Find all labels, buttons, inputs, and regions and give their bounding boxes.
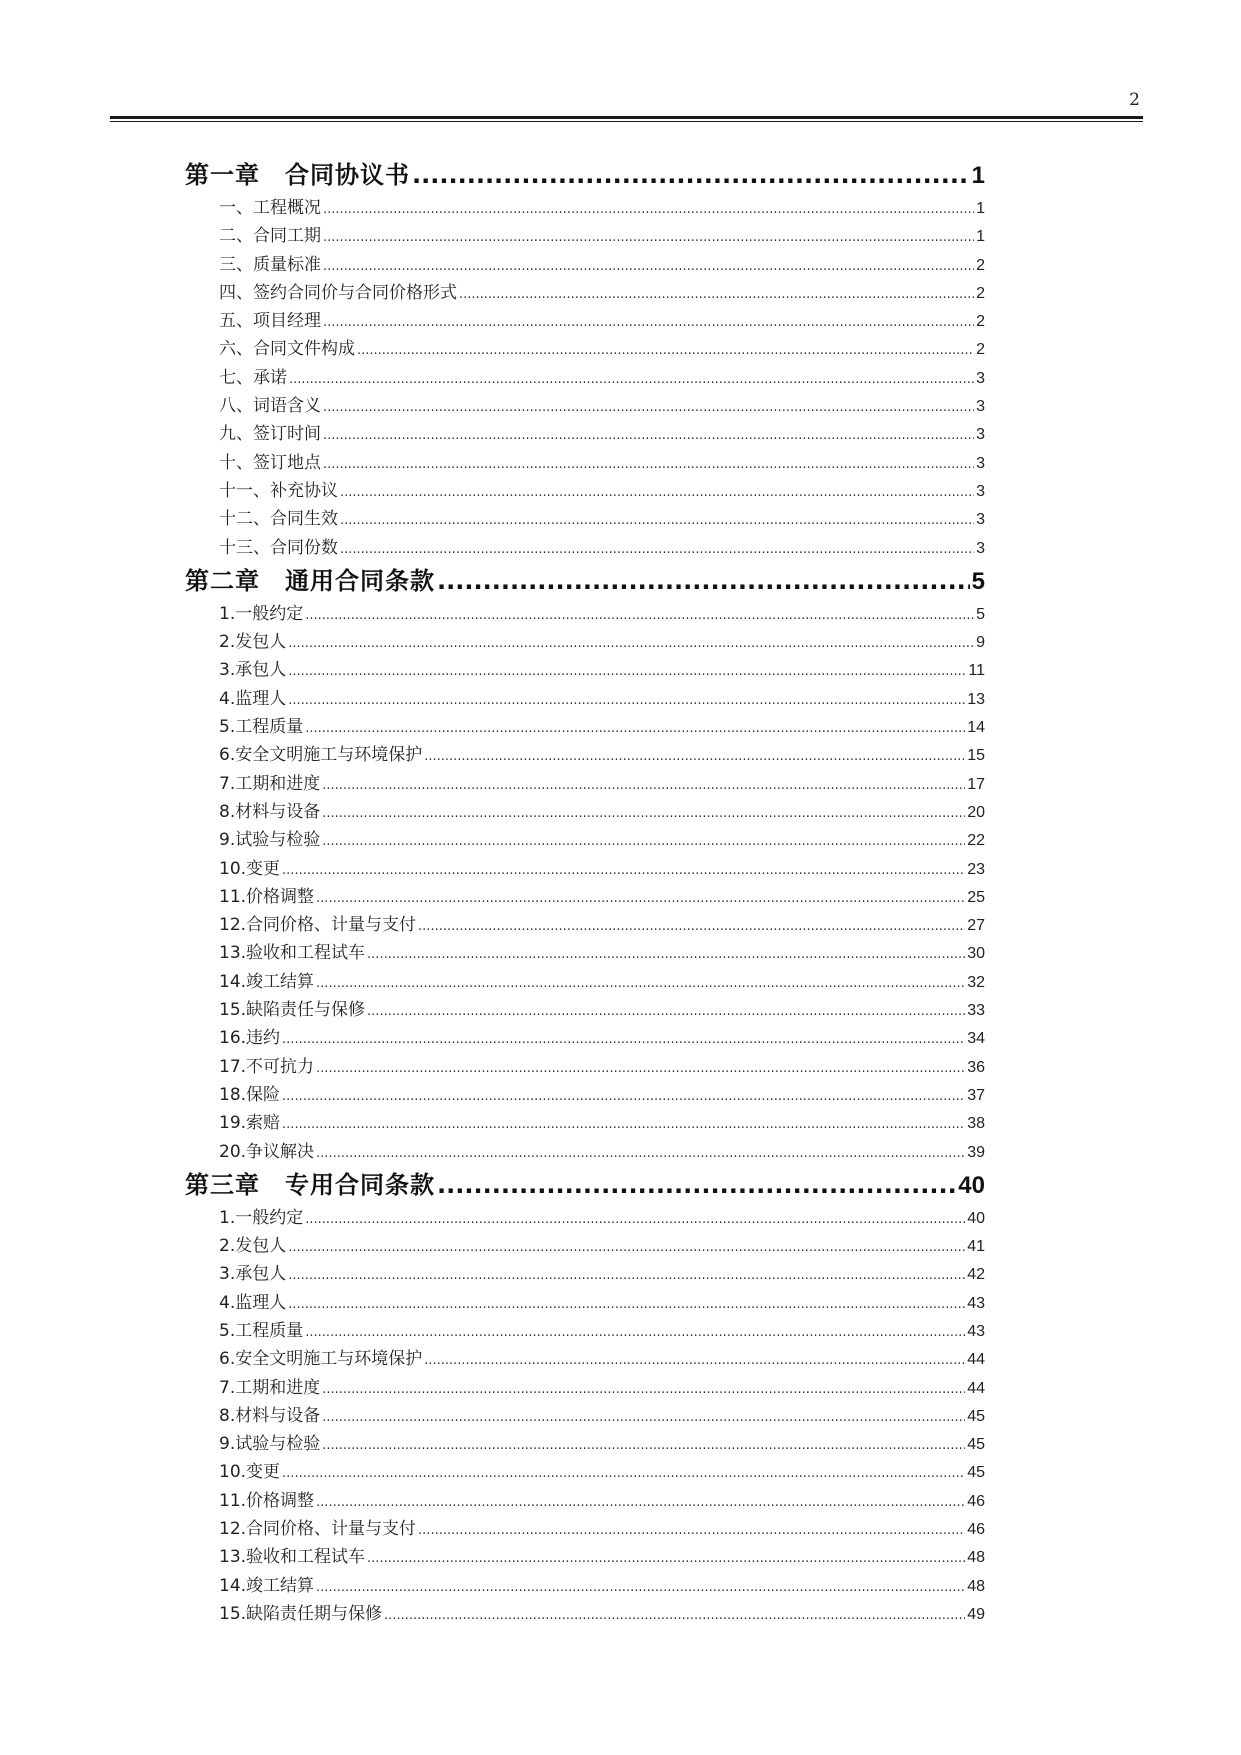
toc-leader-dots xyxy=(316,1055,965,1083)
toc-item-entry[interactable] xyxy=(185,1053,985,1081)
toc-item-page: 3 xyxy=(976,539,985,557)
toc-leader-dots xyxy=(340,536,974,564)
toc-item-entry[interactable] xyxy=(185,1600,985,1628)
toc-item-title: 5.工程质量 xyxy=(219,1320,304,1341)
toc-item-entry[interactable] xyxy=(185,628,985,656)
toc-item-page: 27 xyxy=(967,917,985,935)
toc-item-page: 3 xyxy=(976,511,985,529)
toc-item-page: 30 xyxy=(967,945,985,963)
toc-chapter-page: 1 xyxy=(971,162,985,189)
toc-leader-dots xyxy=(288,1291,965,1319)
toc-item-entry[interactable] xyxy=(185,600,985,628)
toc-item-page: 34 xyxy=(967,1030,985,1048)
toc-leader-dots xyxy=(323,394,974,422)
toc-chapter-title: 第二章 通用合同条款 xyxy=(185,566,435,595)
toc-chapter-entry[interactable] xyxy=(185,156,985,194)
toc-item-page: 39 xyxy=(967,1143,985,1161)
toc-leader-dots xyxy=(316,1574,965,1602)
toc-item-entry[interactable] xyxy=(185,251,985,279)
toc-item-entry[interactable] xyxy=(185,1232,985,1260)
toc-leader-dots xyxy=(323,196,974,224)
toc-item-page: 33 xyxy=(967,1002,985,1020)
toc-leader-dots xyxy=(340,479,974,507)
toc-item-entry[interactable] xyxy=(185,1543,985,1571)
toc-leader-dots xyxy=(459,281,974,309)
toc-item-title: 3.承包人 xyxy=(219,1264,287,1285)
toc-item-title: 1.一般约定 xyxy=(219,1207,304,1228)
toc-leader-dots xyxy=(322,828,965,856)
toc-item-entry[interactable] xyxy=(185,307,985,335)
toc-item-title: 5.工程质量 xyxy=(219,717,304,738)
toc-item-page: 45 xyxy=(967,1464,985,1482)
page-number: 2 xyxy=(1129,90,1140,110)
toc-leader-dots xyxy=(323,224,974,252)
toc-chapter-entry[interactable] xyxy=(185,562,985,600)
toc-item-page: 41 xyxy=(967,1238,985,1256)
toc-item-page: 43 xyxy=(967,1322,985,1340)
toc-item-title: 十一、补充协议 xyxy=(219,480,338,501)
toc-item-entry[interactable] xyxy=(185,1487,985,1515)
toc-item-page: 44 xyxy=(967,1379,985,1397)
toc-item-title: 15.缺陷责任期与保修 xyxy=(219,1603,383,1624)
toc-item-page: 45 xyxy=(967,1407,985,1425)
toc-item-entry[interactable] xyxy=(185,420,985,448)
toc-item-entry[interactable] xyxy=(185,1024,985,1052)
toc-item-title: 16.违约 xyxy=(219,1028,281,1049)
toc-leader-dots xyxy=(367,941,965,969)
toc-leader-dots xyxy=(282,1111,965,1139)
toc-item-entry[interactable] xyxy=(185,1081,985,1109)
toc-item-title: 14.竣工结算 xyxy=(219,971,315,992)
toc-item-entry[interactable] xyxy=(185,1138,985,1166)
toc-item-title: 十二、合同生效 xyxy=(219,509,338,530)
toc-item-title: 13.验收和工程试车 xyxy=(219,943,366,964)
toc-leader-dots xyxy=(305,602,974,630)
toc-leader-dots xyxy=(288,687,965,715)
toc-chapter-page: 40 xyxy=(958,1171,985,1199)
toc-item-page: 3 xyxy=(976,369,985,387)
toc-item-title: 11.价格调整 xyxy=(219,886,315,907)
toc-item-page: 3 xyxy=(976,398,985,416)
toc-item-title: 1.一般约定 xyxy=(219,603,304,624)
toc-item-page: 1 xyxy=(976,200,985,217)
toc-item-page: 44 xyxy=(967,1351,985,1369)
toc-leader-dots xyxy=(305,1319,965,1347)
toc-leader-dots xyxy=(288,1262,965,1290)
toc-item-title: 18.保险 xyxy=(219,1084,281,1105)
toc-item-title: 17.不可抗力 xyxy=(219,1056,315,1077)
toc-item-entry[interactable] xyxy=(185,911,985,939)
toc-item-entry[interactable] xyxy=(185,685,985,713)
toc-leader-dots xyxy=(316,885,965,913)
toc-leader-dots xyxy=(322,800,965,828)
toc-item-entry[interactable] xyxy=(185,335,985,363)
toc-item-entry[interactable] xyxy=(185,505,985,533)
toc-item-entry[interactable] xyxy=(185,855,985,883)
toc-leader-dots xyxy=(316,1140,965,1168)
toc-item-title: 7.工期和进度 xyxy=(219,773,321,794)
toc-item-page: 9 xyxy=(976,634,985,652)
toc-item-title: 11.价格调整 xyxy=(219,1490,315,1511)
toc-chapter-title: 第一章 合同协议书 xyxy=(185,161,410,189)
toc-item-page: 14 xyxy=(967,719,985,737)
toc-item-entry[interactable] xyxy=(185,1317,985,1345)
toc-item-page: 2 xyxy=(976,256,985,274)
toc-item-page: 42 xyxy=(967,1266,985,1284)
toc-item-entry[interactable] xyxy=(185,1402,985,1430)
toc-item-page: 3 xyxy=(976,454,985,472)
toc-item-entry[interactable] xyxy=(185,392,985,420)
toc-item-title: 9.试验与检验 xyxy=(219,1434,321,1455)
toc-item-entry[interactable] xyxy=(185,222,985,250)
toc-leader-dots xyxy=(323,422,974,450)
toc-item-page: 36 xyxy=(967,1058,985,1076)
toc-item-title: 20.争议解决 xyxy=(219,1141,315,1162)
toc-item-page: 40 xyxy=(967,1209,985,1227)
toc-leader-dots xyxy=(305,715,965,743)
toc-item-page: 45 xyxy=(967,1436,985,1454)
toc-leader-dots xyxy=(437,1166,956,1204)
toc-item-entry[interactable] xyxy=(185,713,985,741)
toc-leader-dots xyxy=(282,1460,965,1488)
toc-item-page: 46 xyxy=(967,1492,985,1510)
toc-leader-dots xyxy=(282,1026,965,1054)
toc-leader-dots xyxy=(305,1206,965,1234)
toc-chapter-entry[interactable] xyxy=(185,1166,985,1204)
toc-item-page: 48 xyxy=(967,1577,985,1595)
toc-leader-dots xyxy=(316,970,965,998)
header-rule-thin xyxy=(110,121,1143,122)
toc-item-page: 32 xyxy=(967,973,985,991)
toc-item-title: 4.监理人 xyxy=(219,1292,287,1313)
toc-item-title: 19.索赔 xyxy=(219,1113,281,1134)
toc-item-entry[interactable] xyxy=(185,741,985,769)
toc-item-title: 七、承诺 xyxy=(219,367,287,388)
toc-item-entry[interactable] xyxy=(185,996,985,1024)
toc-leader-dots xyxy=(282,857,965,885)
toc-leader-dots xyxy=(357,337,974,365)
toc-item-entry[interactable] xyxy=(185,1109,985,1137)
toc-item-entry[interactable] xyxy=(185,1572,985,1600)
toc-item-page: 5 xyxy=(976,605,985,623)
toc-item-page: 22 xyxy=(967,832,985,850)
toc-item-entry[interactable] xyxy=(185,534,985,562)
toc-item-entry[interactable] xyxy=(185,1374,985,1402)
toc-item-title: 一、工程概况 xyxy=(219,198,321,218)
toc-item-entry[interactable] xyxy=(185,798,985,826)
toc-leader-dots xyxy=(424,1347,965,1375)
toc-item-page: 43 xyxy=(967,1294,985,1312)
toc-item-page: 17 xyxy=(967,775,985,793)
toc-item-page: 15 xyxy=(967,747,985,765)
toc-item-entry[interactable] xyxy=(185,1204,985,1232)
toc-leader-dots xyxy=(384,1602,965,1630)
toc-item-title: 2.发包人 xyxy=(219,1236,287,1257)
toc-item-title: 四、签约合同价与合同价格形式 xyxy=(219,282,457,303)
toc-item-entry[interactable] xyxy=(185,968,985,996)
toc-item-entry[interactable] xyxy=(185,826,985,854)
toc-item-title: 二、合同工期 xyxy=(219,226,321,247)
toc-item-entry[interactable] xyxy=(185,883,985,911)
toc-item-page: 2 xyxy=(976,284,985,302)
toc-item-title: 3.承包人 xyxy=(219,660,287,681)
toc-item-title: 10.变更 xyxy=(219,1462,281,1483)
toc-item-title: 十、签订地点 xyxy=(219,452,321,473)
toc-item-entry[interactable] xyxy=(185,1345,985,1373)
toc-item-title: 12.合同价格、计量与支付 xyxy=(219,915,417,936)
toc-item-entry[interactable] xyxy=(185,939,985,967)
toc-item-title: 五、项目经理 xyxy=(219,311,321,332)
toc-item-page: 25 xyxy=(967,888,985,906)
toc-item-title: 6.安全文明施工与环境保护 xyxy=(219,1349,423,1370)
toc-item-title: 九、签订时间 xyxy=(219,424,321,445)
toc-leader-dots xyxy=(424,743,965,771)
toc-leader-dots xyxy=(322,1432,965,1460)
toc-item-page: 38 xyxy=(967,1115,985,1133)
toc-item-title: 八、词语含义 xyxy=(219,396,321,417)
toc-leader-dots xyxy=(322,1376,965,1404)
toc-item-title: 十三、合同份数 xyxy=(219,537,338,558)
toc-leader-dots xyxy=(437,562,970,600)
toc-leader-dots xyxy=(288,630,974,658)
toc-item-title: 4.监理人 xyxy=(219,688,287,709)
toc-item-entry[interactable] xyxy=(185,770,985,798)
toc-leader-dots xyxy=(418,913,965,941)
toc-leader-dots xyxy=(367,998,965,1026)
toc-item-page: 1 xyxy=(976,228,985,246)
toc-leader-dots xyxy=(323,309,974,337)
toc-leader-dots xyxy=(282,1083,965,1111)
toc-item-page: 20 xyxy=(967,803,985,821)
toc-item-entry[interactable] xyxy=(185,279,985,307)
toc-leader-dots xyxy=(367,1545,965,1573)
toc-item-entry[interactable] xyxy=(185,1515,985,1543)
header-rule xyxy=(110,116,1143,119)
toc-item-entry[interactable] xyxy=(185,194,985,222)
toc-item-page: 3 xyxy=(976,482,985,500)
toc-item-entry[interactable] xyxy=(185,477,985,505)
toc-item-page: 11 xyxy=(968,662,985,680)
toc-leader-dots xyxy=(412,156,970,194)
toc-leader-dots xyxy=(288,658,966,686)
toc-item-page: 13 xyxy=(967,690,985,708)
toc-item-page: 3 xyxy=(976,426,985,444)
toc-leader-dots xyxy=(289,366,974,394)
toc-item-page: 23 xyxy=(967,860,985,878)
toc-item-page: 49 xyxy=(967,1605,985,1623)
toc-leader-dots xyxy=(288,1234,965,1262)
toc-item-title: 12.合同价格、计量与支付 xyxy=(219,1519,417,1540)
toc-item-entry[interactable] xyxy=(185,1430,985,1458)
toc-item-title: 2.发包人 xyxy=(219,632,287,653)
toc-item-title: 三、质量标准 xyxy=(219,254,321,275)
toc-leader-dots xyxy=(316,1489,965,1517)
toc-item-title: 8.材料与设备 xyxy=(219,1405,321,1426)
toc-item-entry[interactable] xyxy=(185,1289,985,1317)
toc-leader-dots xyxy=(322,772,965,800)
toc-item-title: 6.安全文明施工与环境保护 xyxy=(219,745,423,766)
toc-leader-dots xyxy=(323,451,974,479)
toc-item-title: 13.验收和工程试车 xyxy=(219,1547,366,1568)
toc-item-entry[interactable] xyxy=(185,1260,985,1288)
toc-item-entry[interactable] xyxy=(185,656,985,684)
toc-item-page: 2 xyxy=(976,313,985,331)
toc-chapter-title: 第三章 专用合同条款 xyxy=(185,1170,435,1199)
toc-chapter-page: 5 xyxy=(971,567,985,595)
toc-leader-dots xyxy=(340,507,974,535)
toc-item-page: 46 xyxy=(967,1521,985,1539)
toc-item-title: 六、合同文件构成 xyxy=(219,339,355,360)
toc-leader-dots xyxy=(322,1404,965,1432)
toc-item-title: 14.竣工结算 xyxy=(219,1575,315,1596)
toc-item-page: 2 xyxy=(976,341,985,359)
toc-item-title: 15.缺陷责任与保修 xyxy=(219,1000,366,1021)
toc-leader-dots xyxy=(323,253,974,281)
toc-item-entry[interactable] xyxy=(185,1458,985,1486)
toc-item-title: 10.变更 xyxy=(219,858,281,879)
toc-leader-dots xyxy=(418,1517,965,1545)
toc-item-title: 7.工期和进度 xyxy=(219,1377,321,1398)
toc-item-title: 8.材料与设备 xyxy=(219,801,321,822)
toc-item-page: 48 xyxy=(967,1549,985,1567)
table-of-contents xyxy=(185,156,985,1628)
toc-item-entry[interactable] xyxy=(185,364,985,392)
toc-item-entry[interactable] xyxy=(185,449,985,477)
toc-item-page: 37 xyxy=(967,1086,985,1104)
toc-item-title: 9.试验与检验 xyxy=(219,830,321,851)
